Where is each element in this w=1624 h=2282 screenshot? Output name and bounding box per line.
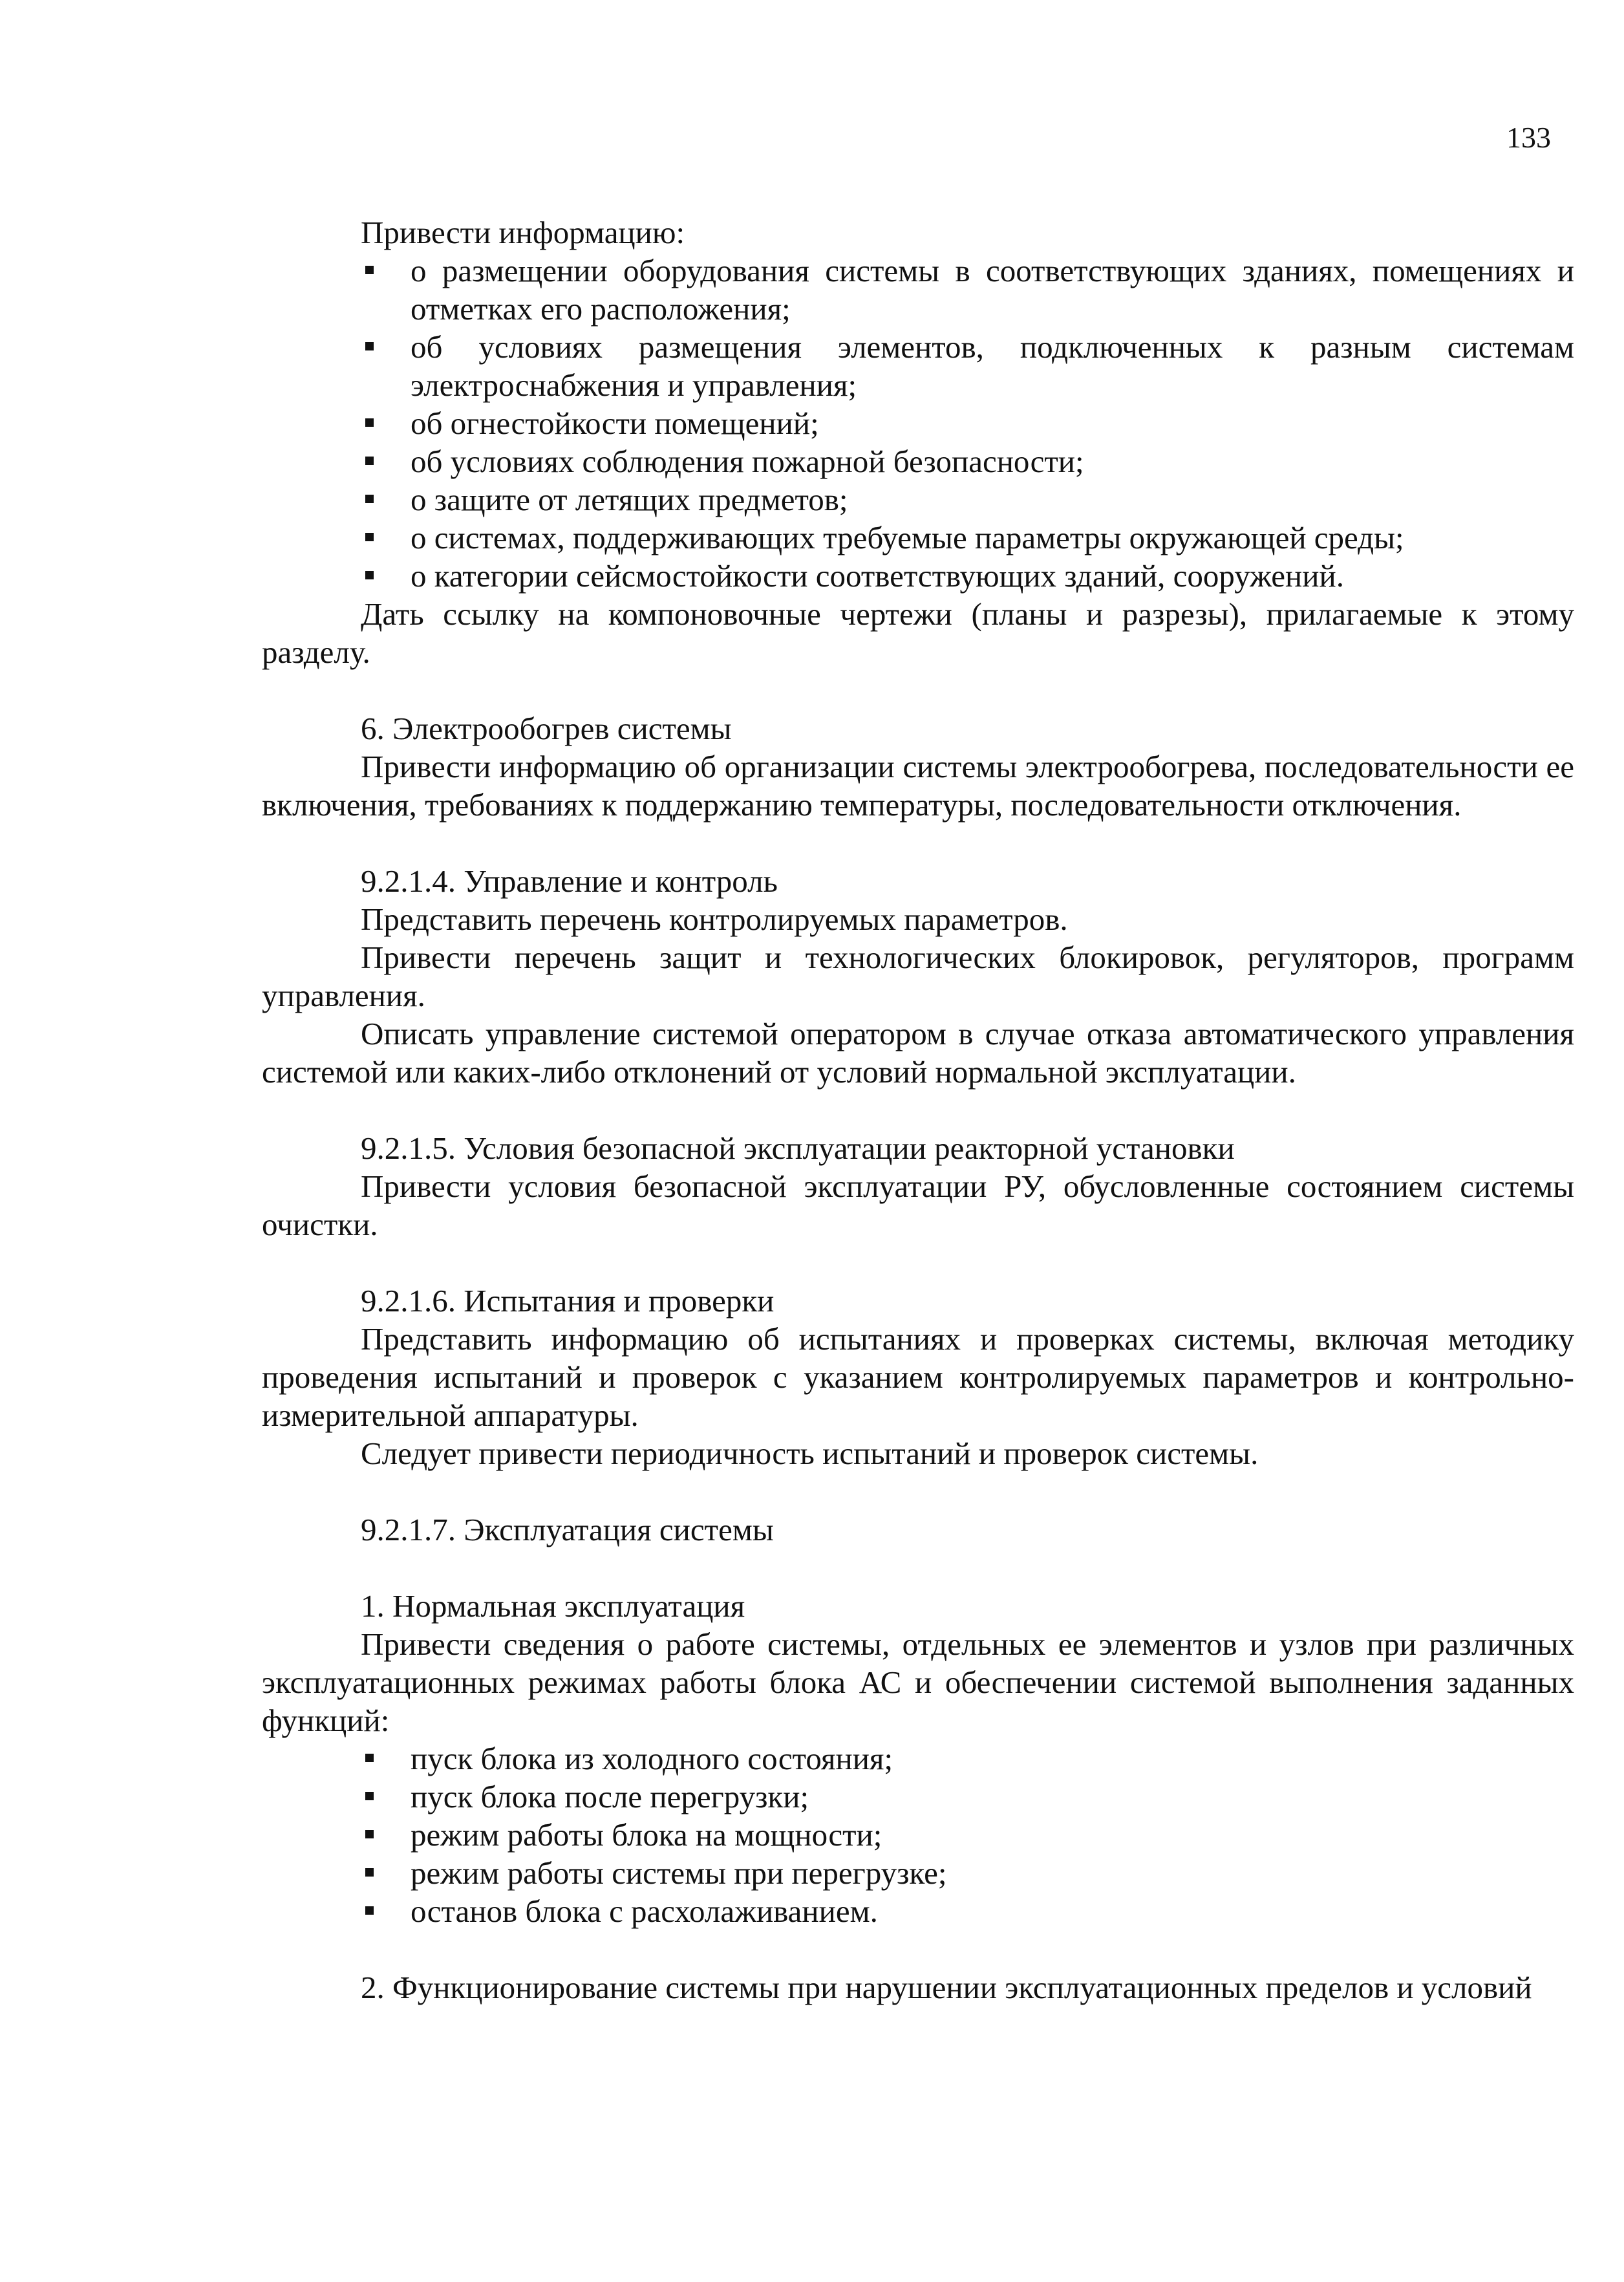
- square-bullet-icon: [365, 457, 374, 465]
- list-item: об условиях размещения элементов, подключенных к разным системам электроснабжения и управления;: [262, 328, 1574, 404]
- bullet-list-placement: [262, 252, 1574, 595]
- paragraph-tests-2: Следует привести периодичность испытаний и проверок системы.: [361, 1436, 1259, 1471]
- paragraph-normal-operation: Привести сведения о работе системы, отдельных ее элементов и узлов при различных эксплуатационных режимах работы блока АС и обеспечении системой выполнения заданных функций:: [262, 1626, 1574, 1738]
- list-item: о категории сейсмостойкости соответствующих зданий, сооружений.: [262, 557, 1574, 595]
- square-bullet-icon: [365, 418, 374, 427]
- list-item: пуск блока после перегрузки;: [262, 1778, 1574, 1816]
- paragraph-control-3: Описать управление системой оператором в случае отказа автоматического управления системой или каких-либо отклонений от условий нормальной эксплуатации.: [262, 1016, 1574, 1090]
- subsection-heading-abnormal-operation: 2. Функционирование системы при нарушении эксплуатационных пределов и условий: [361, 1970, 1532, 2005]
- paragraph-tests-1: Представить информацию об испытаниях и проверках системы, включая методику проведения испытаний и проверок с указанием контролируемых параметров и контрольно-измерительной аппаратуры.: [262, 1321, 1574, 1433]
- list-item: пуск блока из холодного состояния;: [262, 1739, 1574, 1778]
- paragraph-control-2: Привести перечень защит и технологических блокировок, регуляторов, программ управления.: [262, 940, 1574, 1013]
- list-item: о размещении оборудования системы в соответствующих зданиях, помещениях и отметках его расположения;: [262, 252, 1574, 328]
- section-heading-operation: 9.2.1.7. Эксплуатация системы: [361, 1512, 774, 1547]
- square-bullet-icon: [365, 571, 374, 579]
- section-heading-safe-operation: 9.2.1.5. Условия безопасной эксплуатации реакторной установки: [361, 1130, 1235, 1166]
- square-bullet-icon: [365, 342, 374, 350]
- section-heading-control: 9.2.1.4. Управление и контроль: [361, 863, 778, 899]
- square-bullet-icon: [365, 266, 374, 274]
- paragraph-electric-heating: Привести информацию об организации системы электрообогрева, последовательности ее включения, требованиях к поддержанию температуры, последовательности отключения.: [262, 749, 1574, 823]
- page-content: [262, 213, 1574, 2007]
- square-bullet-icon: [365, 1792, 374, 1800]
- square-bullet-icon: [365, 533, 374, 541]
- list-item: режим работы системы при перегрузке;: [262, 1854, 1574, 1892]
- square-bullet-icon: [365, 495, 374, 503]
- list-item: о защите от летящих предметов;: [262, 480, 1574, 519]
- square-bullet-icon: [365, 1830, 374, 1838]
- section-heading-electric-heating: 6. Электрообогрев системы: [361, 711, 732, 746]
- square-bullet-icon: [365, 1868, 374, 1877]
- list-item: режим работы блока на мощности;: [262, 1816, 1574, 1854]
- bullet-list-modes: [262, 1739, 1574, 1930]
- page-number: 133: [1506, 121, 1551, 154]
- intro-text: Привести информацию:: [361, 215, 685, 250]
- list-item: об огнестойкости помещений;: [262, 404, 1574, 442]
- list-item: об условиях соблюдения пожарной безопасности;: [262, 442, 1574, 480]
- square-bullet-icon: [365, 1754, 374, 1762]
- paragraph-drawings-link: Дать ссылку на компоновочные чертежи (планы и разрезы), прилагаемые к этому разделу.: [262, 596, 1574, 670]
- subsection-heading-normal-operation: 1. Нормальная эксплуатация: [361, 1588, 745, 1624]
- list-item: о системах, поддерживающих требуемые параметры окружающей среды;: [262, 519, 1574, 557]
- paragraph-safe-operation: Привести условия безопасной эксплуатации РУ, обусловленные состоянием системы очистки.: [262, 1168, 1574, 1242]
- paragraph-control-1: Представить перечень контролируемых параметров.: [361, 901, 1068, 937]
- square-bullet-icon: [365, 1906, 374, 1915]
- list-item: останов блока с расхолаживанием.: [262, 1892, 1574, 1930]
- section-heading-tests: 9.2.1.6. Испытания и проверки: [361, 1283, 775, 1319]
